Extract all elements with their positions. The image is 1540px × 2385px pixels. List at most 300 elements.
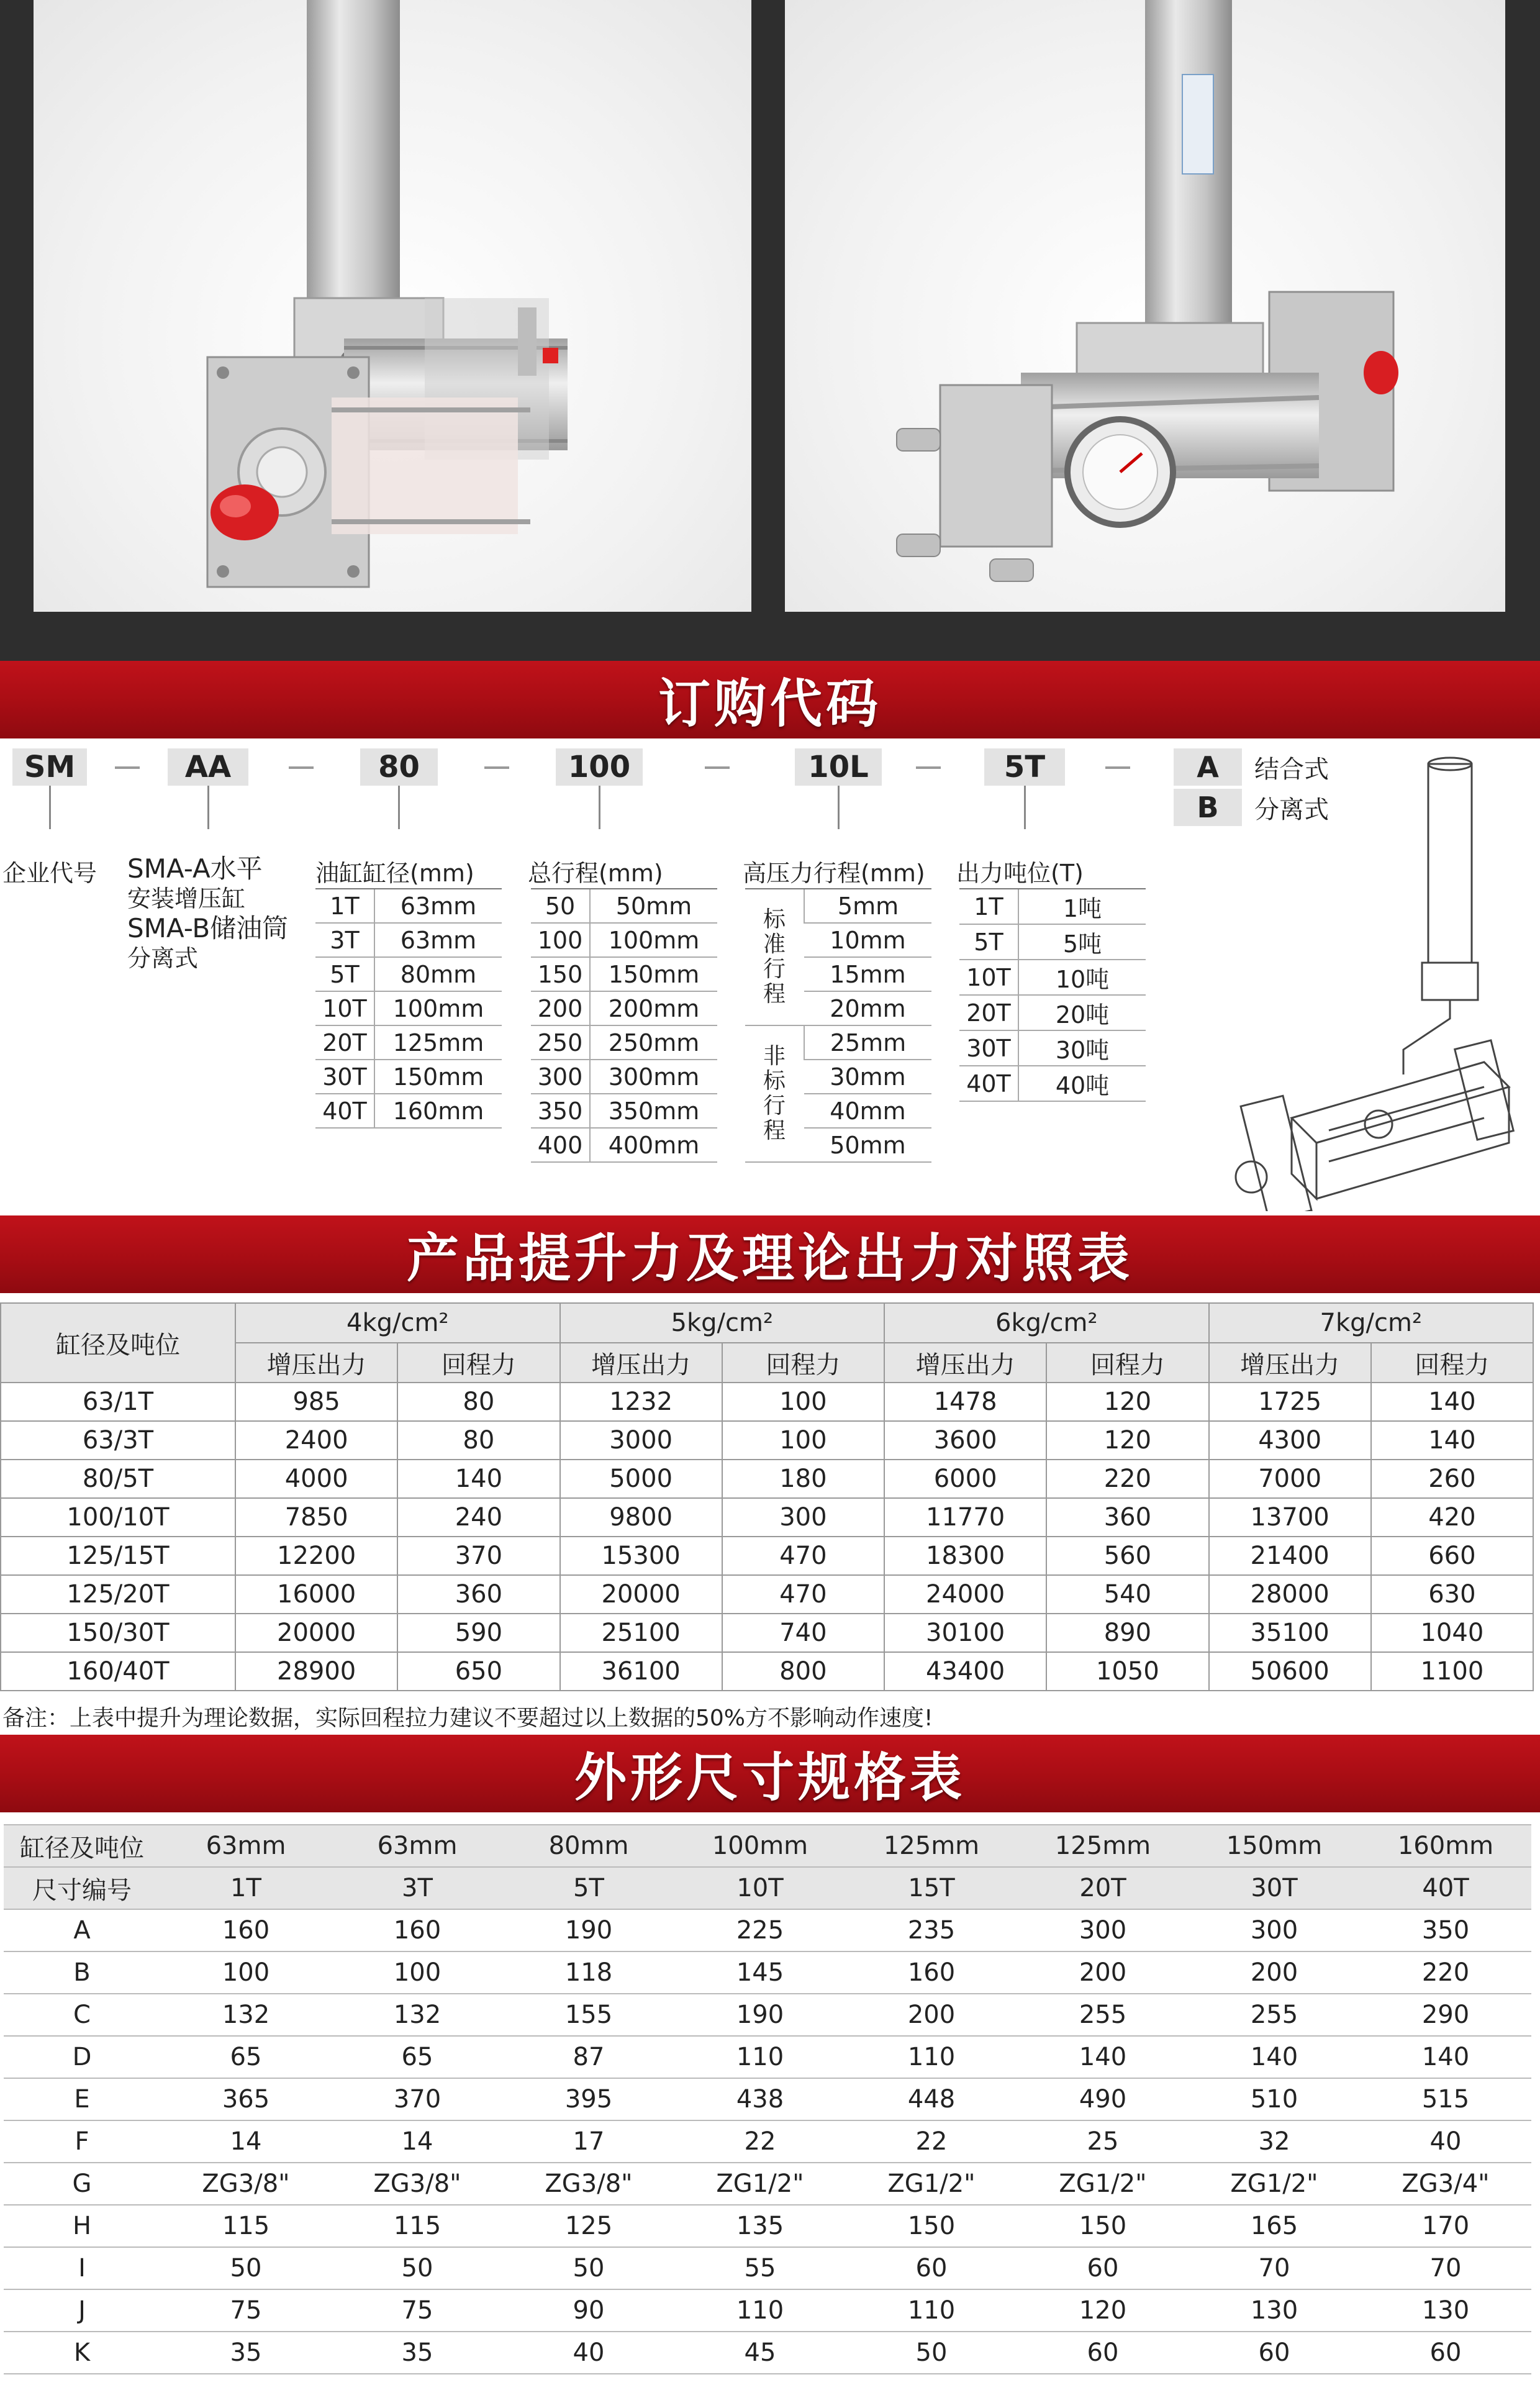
option-code: 50 [531, 889, 590, 923]
sub-header-boost: 增压出力 [884, 1343, 1046, 1383]
row-label: 尺寸编号 [4, 1867, 160, 1909]
row-label: 缸径及吨位 [4, 1825, 160, 1867]
product-photos [0, 0, 1540, 661]
table-cell: 125 [503, 2205, 674, 2247]
stroke-row [531, 1094, 717, 1128]
table-cell: 1725 [1209, 1383, 1371, 1421]
option-value: 160mm [374, 1094, 502, 1128]
table-row [4, 2078, 1531, 2120]
ton-header: 30T [1189, 1867, 1360, 1909]
row-label: J [4, 2289, 160, 2332]
table-cell: ZG3/8" [332, 2163, 503, 2205]
tonnage-row [959, 995, 1146, 1030]
bore-header: 63mm [332, 1825, 503, 1867]
option-value: 100mm [374, 991, 502, 1025]
table-cell: 350 [1360, 1909, 1531, 1951]
table-row [4, 2289, 1531, 2332]
table-cell: 45 [674, 2332, 846, 2374]
table-cell: 360 [1046, 1498, 1208, 1537]
table-cell: 1478 [884, 1383, 1046, 1421]
table-cell: 28900 [235, 1652, 397, 1691]
table-cell: 225 [674, 1909, 846, 1951]
table-cell: 40 [503, 2332, 674, 2374]
tonnage-title: 出力吨位(T) [956, 860, 1084, 887]
stroke-row [531, 991, 717, 1025]
table-cell: 50 [503, 2247, 674, 2289]
table-row [1, 1460, 1533, 1498]
table-cell: 60 [846, 2247, 1017, 2289]
option-value: 300mm [590, 1060, 717, 1094]
ton-header: 15T [846, 1867, 1017, 1909]
table-cell: 660 [1371, 1537, 1533, 1575]
tonnage-row [959, 1066, 1146, 1101]
table-cell: ZG3/8" [503, 2163, 674, 2205]
table-cell: 4300 [1209, 1421, 1371, 1460]
tonnage-row [959, 960, 1146, 995]
bore-row [315, 957, 502, 991]
table-row [1, 1498, 1533, 1537]
option-code: 1T [315, 889, 374, 923]
table-cell: 438 [674, 2078, 846, 2120]
table-cell: 180 [722, 1460, 884, 1498]
option-value: 20吨 [1018, 995, 1146, 1030]
option-value: 80mm [374, 957, 502, 991]
table-row [4, 2332, 1531, 2374]
row-label: C [4, 1994, 160, 2036]
lift-force-table [0, 1302, 1534, 1691]
table-cell: 115 [332, 2205, 503, 2247]
bore-title: 油缸缸径(mm) [315, 860, 474, 887]
table-cell: ZG1/2" [674, 2163, 846, 2205]
option-code: 200 [531, 991, 590, 1025]
table-row [4, 2120, 1531, 2163]
option-value: 100mm [590, 923, 717, 957]
cylinder-photo-right [785, 0, 1505, 612]
mode-code-a: A [1174, 748, 1242, 786]
table-cell: 14 [332, 2120, 503, 2163]
table-cell: 110 [846, 2036, 1017, 2078]
option-value: 350mm [590, 1094, 717, 1128]
lift-table-footnote: 备注：上表中提升为理论数据，实际回程拉力建议不要超过以上数据的50%方不影响动作速度! [2, 1706, 933, 1731]
table-cell: 300 [722, 1498, 884, 1537]
bore-table [315, 888, 502, 1129]
table-cell: 21400 [1209, 1537, 1371, 1575]
pressure-header: 6kg/cm² [884, 1303, 1209, 1343]
table-cell: 300 [1189, 1909, 1360, 1951]
table-cell: 7000 [1209, 1460, 1371, 1498]
option-code: 5T [959, 924, 1018, 960]
table-cell: 650 [397, 1652, 559, 1691]
row-label: A [4, 1909, 160, 1951]
table-cell: 60 [1189, 2332, 1360, 2374]
bore-header: 100mm [674, 1825, 846, 1867]
ton-header: 3T [332, 1867, 503, 1909]
bore-row [315, 923, 502, 957]
table-row [1, 1383, 1533, 1421]
tonnage-row [959, 1030, 1146, 1066]
row-label: H [4, 2205, 160, 2247]
cylinder-line-diagram [1217, 752, 1540, 1211]
option-value: 400mm [590, 1128, 717, 1162]
option-value: 40吨 [1018, 1066, 1146, 1101]
table-cell: 118 [503, 1951, 674, 1994]
table-row [1, 1652, 1533, 1691]
table-cell: 87 [503, 2036, 674, 2078]
table-cell: 140 [1371, 1383, 1533, 1421]
table-cell: 13700 [1209, 1498, 1371, 1537]
table-cell: 110 [674, 2036, 846, 2078]
hp-stroke-value: 15mm [804, 957, 931, 991]
table-cell: 160 [846, 1951, 1017, 1994]
lift-table-banner [0, 1215, 1540, 1293]
code-segment-company: SM [12, 748, 87, 786]
option-value: 5吨 [1018, 924, 1146, 960]
table-row [1, 1421, 1533, 1460]
hp-stroke-value: 40mm [804, 1094, 931, 1128]
table-row [4, 2247, 1531, 2289]
table-cell: 140 [1189, 2036, 1360, 2078]
ton-header: 20T [1017, 1867, 1189, 1909]
bore-row [315, 991, 502, 1025]
table-row [4, 2205, 1531, 2247]
option-code: 400 [531, 1128, 590, 1162]
row-label: I [4, 2247, 160, 2289]
table-cell: 145 [674, 1951, 846, 1994]
dimension-table [4, 1824, 1531, 2374]
row-label: 160/40T [1, 1652, 235, 1691]
table-cell: 160 [160, 1909, 332, 1951]
connector-line [207, 786, 209, 829]
bore-header: 63mm [160, 1825, 332, 1867]
sub-header-boost: 增压出力 [1209, 1343, 1371, 1383]
table-cell: 470 [722, 1537, 884, 1575]
stroke-group-label: 非 标 行 程 [763, 1043, 786, 1143]
table-cell: 50600 [1209, 1652, 1371, 1691]
row-label: 125/15T [1, 1537, 235, 1575]
sub-header-return: 回程力 [1371, 1343, 1533, 1383]
code-separator [115, 766, 140, 769]
table-cell: 448 [846, 2078, 1017, 2120]
table-cell: 22 [674, 2120, 846, 2163]
table-cell: 35 [160, 2332, 332, 2374]
table-row [4, 1909, 1531, 1951]
row-label: 100/10T [1, 1498, 235, 1537]
connector-line [49, 786, 51, 829]
option-code: 10T [959, 960, 1018, 995]
option-code: 20T [315, 1025, 374, 1060]
row-label: D [4, 2036, 160, 2078]
table-cell: 22 [846, 2120, 1017, 2163]
table-row [4, 1951, 1531, 1994]
table-cell: 150 [1017, 2205, 1189, 2247]
table-cell: 240 [397, 1498, 559, 1537]
code-separator [916, 766, 941, 769]
ton-header: 5T [503, 1867, 674, 1909]
table-row [4, 2163, 1531, 2205]
table-row [1, 1537, 1533, 1575]
table-cell: 140 [1371, 1421, 1533, 1460]
table-cell: 395 [503, 2078, 674, 2120]
table-cell: 470 [722, 1575, 884, 1614]
option-code: 40T [959, 1066, 1018, 1101]
stroke-row [531, 1060, 717, 1094]
table-cell: 150 [846, 2205, 1017, 2247]
ton-header: 1T [160, 1867, 332, 1909]
table-cell: 420 [1371, 1498, 1533, 1537]
hp-stroke-title: 高压力行程(mm) [743, 860, 925, 887]
option-value: 150mm [374, 1060, 502, 1094]
hp-stroke-value: 10mm [804, 923, 931, 957]
table-row [1, 1575, 1533, 1614]
stroke-title: 总行程(mm) [528, 860, 663, 887]
dimension-table-title: 外形尺寸规格表 [574, 1747, 966, 1808]
order-code-title: 订购代码 [658, 673, 882, 734]
lift-table-title: 产品提升力及理论出力对照表 [406, 1228, 1133, 1289]
table-cell: ZG1/2" [1189, 2163, 1360, 2205]
table-cell: 115 [160, 2205, 332, 2247]
table-cell: 70 [1360, 2247, 1531, 2289]
table-cell: 20000 [235, 1614, 397, 1652]
table-cell: 24000 [884, 1575, 1046, 1614]
cylinder-photo-left [34, 0, 751, 612]
order-code-banner [0, 661, 1540, 738]
hp-stroke-value: 5mm [804, 889, 931, 923]
table-cell: 800 [722, 1652, 884, 1691]
option-code: 40T [315, 1094, 374, 1128]
table-cell: 7850 [235, 1498, 397, 1537]
table-cell: 6000 [884, 1460, 1046, 1498]
table-cell: 50 [332, 2247, 503, 2289]
table-cell: 70 [1189, 2247, 1360, 2289]
table-cell: 290 [1360, 1994, 1531, 2036]
table-cell: 630 [1371, 1575, 1533, 1614]
mode-label-b: 分离式 [1254, 795, 1329, 824]
sub-header-boost: 增压出力 [235, 1343, 397, 1383]
table-cell: 12200 [235, 1537, 397, 1575]
table-cell: 75 [332, 2289, 503, 2332]
table-cell: 490 [1017, 2078, 1189, 2120]
table-cell: 190 [674, 1994, 846, 2036]
dimension-header-bore [4, 1825, 1531, 1867]
table-cell: 200 [1017, 1951, 1189, 1994]
table-cell: 155 [503, 1994, 674, 2036]
table-cell: 4000 [235, 1460, 397, 1498]
table-cell: 100 [332, 1951, 503, 1994]
pressure-header: 4kg/cm² [235, 1303, 560, 1343]
row-label: B [4, 1951, 160, 1994]
table-cell: 110 [846, 2289, 1017, 2332]
mode-label-a: 结合式 [1254, 755, 1329, 784]
table-cell: 16000 [235, 1575, 397, 1614]
row-label: 63/1T [1, 1383, 235, 1421]
table-cell: 35100 [1209, 1614, 1371, 1652]
sub-header-return: 回程力 [397, 1343, 559, 1383]
row-label: 80/5T [1, 1460, 235, 1498]
code-separator [705, 766, 730, 769]
option-code: 1T [959, 889, 1018, 924]
lift-corner-header: 缸径及吨位 [1, 1303, 235, 1383]
table-cell: 50 [160, 2247, 332, 2289]
table-cell: 590 [397, 1614, 559, 1652]
table-cell: 55 [674, 2247, 846, 2289]
code-segment-model: AA [168, 748, 248, 786]
table-cell: 560 [1046, 1537, 1208, 1575]
table-cell: 43400 [884, 1652, 1046, 1691]
table-cell: 515 [1360, 2078, 1531, 2120]
row-label: F [4, 2120, 160, 2163]
option-value: 125mm [374, 1025, 502, 1060]
table-cell: 60 [1360, 2332, 1531, 2374]
bore-header: 160mm [1360, 1825, 1531, 1867]
sub-header-return: 回程力 [722, 1343, 884, 1383]
dimension-header-tons [4, 1867, 1531, 1909]
row-label: G [4, 2163, 160, 2205]
stroke-row [531, 1128, 717, 1162]
table-cell: 1232 [560, 1383, 722, 1421]
table-row [1, 1614, 1533, 1652]
code-separator [1105, 766, 1130, 769]
table-cell: 9800 [560, 1498, 722, 1537]
table-cell: 3000 [560, 1421, 722, 1460]
mode-code-b: B [1174, 789, 1242, 826]
table-cell: 135 [674, 2205, 846, 2247]
option-code: 250 [531, 1025, 590, 1060]
table-cell: 370 [332, 2078, 503, 2120]
table-cell: 200 [846, 1994, 1017, 2036]
table-cell: 100 [160, 1951, 332, 1994]
bore-header: 125mm [1017, 1825, 1189, 1867]
table-cell: 170 [1360, 2205, 1531, 2247]
table-cell: ZG1/2" [1017, 2163, 1189, 2205]
table-cell: 220 [1360, 1951, 1531, 1994]
table-cell: 60 [1017, 2332, 1189, 2374]
option-code: 350 [531, 1094, 590, 1128]
table-cell: 120 [1017, 2289, 1189, 2332]
stroke-row [531, 923, 717, 957]
table-cell: 985 [235, 1383, 397, 1421]
dimension-table-banner [0, 1735, 1540, 1812]
option-value: 150mm [590, 957, 717, 991]
table-cell: 370 [397, 1537, 559, 1575]
table-cell: 100 [722, 1421, 884, 1460]
table-cell: 160 [332, 1909, 503, 1951]
standard-stroke-group [745, 889, 804, 1025]
connector-line [398, 786, 400, 829]
table-cell: 130 [1189, 2289, 1360, 2332]
table-cell: 28000 [1209, 1575, 1371, 1614]
bore-row [315, 1094, 502, 1128]
table-cell: 200 [1189, 1951, 1360, 1994]
code-separator [289, 766, 314, 769]
hp-stroke-table [745, 888, 931, 1163]
hp-stroke-value: 25mm [804, 1025, 931, 1060]
table-cell: 190 [503, 1909, 674, 1951]
table-cell: 255 [1189, 1994, 1360, 2036]
row-label: 125/20T [1, 1575, 235, 1614]
table-cell: 5000 [560, 1460, 722, 1498]
nonstandard-stroke-group [745, 1025, 804, 1162]
table-cell: 220 [1046, 1460, 1208, 1498]
bore-row [315, 889, 502, 923]
table-cell: 255 [1017, 1994, 1189, 2036]
row-label: K [4, 2332, 160, 2374]
option-value: 30吨 [1018, 1030, 1146, 1066]
code-segment-tonnage: 5T [984, 748, 1065, 786]
option-code: 300 [531, 1060, 590, 1094]
table-cell: 25 [1017, 2120, 1189, 2163]
option-code: 150 [531, 957, 590, 991]
table-cell: 18300 [884, 1537, 1046, 1575]
option-code: 3T [315, 923, 374, 957]
table-cell: 1100 [1371, 1652, 1533, 1691]
tonnage-table [959, 888, 1146, 1102]
bore-row [315, 1025, 502, 1060]
code-segment-bore: 80 [360, 748, 438, 786]
table-cell: 3600 [884, 1421, 1046, 1460]
option-value: 63mm [374, 923, 502, 957]
option-code: 10T [315, 991, 374, 1025]
model-desc-line: SMA-A水平 [127, 853, 263, 884]
table-cell: 365 [160, 2078, 332, 2120]
table-cell: 1050 [1046, 1652, 1208, 1691]
bore-header: 80mm [503, 1825, 674, 1867]
option-value: 63mm [374, 889, 502, 923]
product-photo-right [785, 0, 1505, 612]
sub-header-boost: 增压出力 [560, 1343, 722, 1383]
option-code: 20T [959, 995, 1018, 1030]
table-cell: 11770 [884, 1498, 1046, 1537]
code-separator [484, 766, 509, 769]
option-code: 100 [531, 923, 590, 957]
sub-header-return: 回程力 [1046, 1343, 1208, 1383]
table-cell: 75 [160, 2289, 332, 2332]
row-label: 63/3T [1, 1421, 235, 1460]
ton-header: 40T [1360, 1867, 1531, 1909]
table-cell: 165 [1189, 2205, 1360, 2247]
model-desc-line: SMA-B储油筒 [127, 913, 289, 943]
table-cell: 130 [1360, 2289, 1531, 2332]
connector-line [1024, 786, 1026, 829]
option-value: 250mm [590, 1025, 717, 1060]
option-value: 200mm [590, 991, 717, 1025]
table-cell: 60 [1017, 2247, 1189, 2289]
option-value: 50mm [590, 889, 717, 923]
stroke-row [531, 957, 717, 991]
bore-header: 125mm [846, 1825, 1017, 1867]
table-cell: 132 [332, 1994, 503, 2036]
stroke-table [531, 888, 717, 1163]
hp-stroke-value: 20mm [804, 991, 931, 1025]
model-desc-line: 分离式 [127, 945, 199, 972]
stroke-row [531, 889, 717, 923]
table-cell: 14 [160, 2120, 332, 2163]
hp-stroke-row [745, 889, 931, 923]
hp-stroke-value: 50mm [804, 1128, 931, 1162]
table-cell: 235 [846, 1909, 1017, 1951]
table-cell: 90 [503, 2289, 674, 2332]
code-segment-hp-stroke: 10L [795, 748, 882, 786]
table-cell: 65 [160, 2036, 332, 2078]
table-cell: 140 [1017, 2036, 1189, 2078]
table-cell: 25100 [560, 1614, 722, 1652]
table-cell: 36100 [560, 1652, 722, 1691]
table-cell: 110 [674, 2289, 846, 2332]
table-cell: 32 [1189, 2120, 1360, 2163]
connector-line [599, 786, 600, 829]
table-cell: 140 [1360, 2036, 1531, 2078]
pressure-header: 5kg/cm² [560, 1303, 885, 1343]
model-description [127, 854, 288, 973]
